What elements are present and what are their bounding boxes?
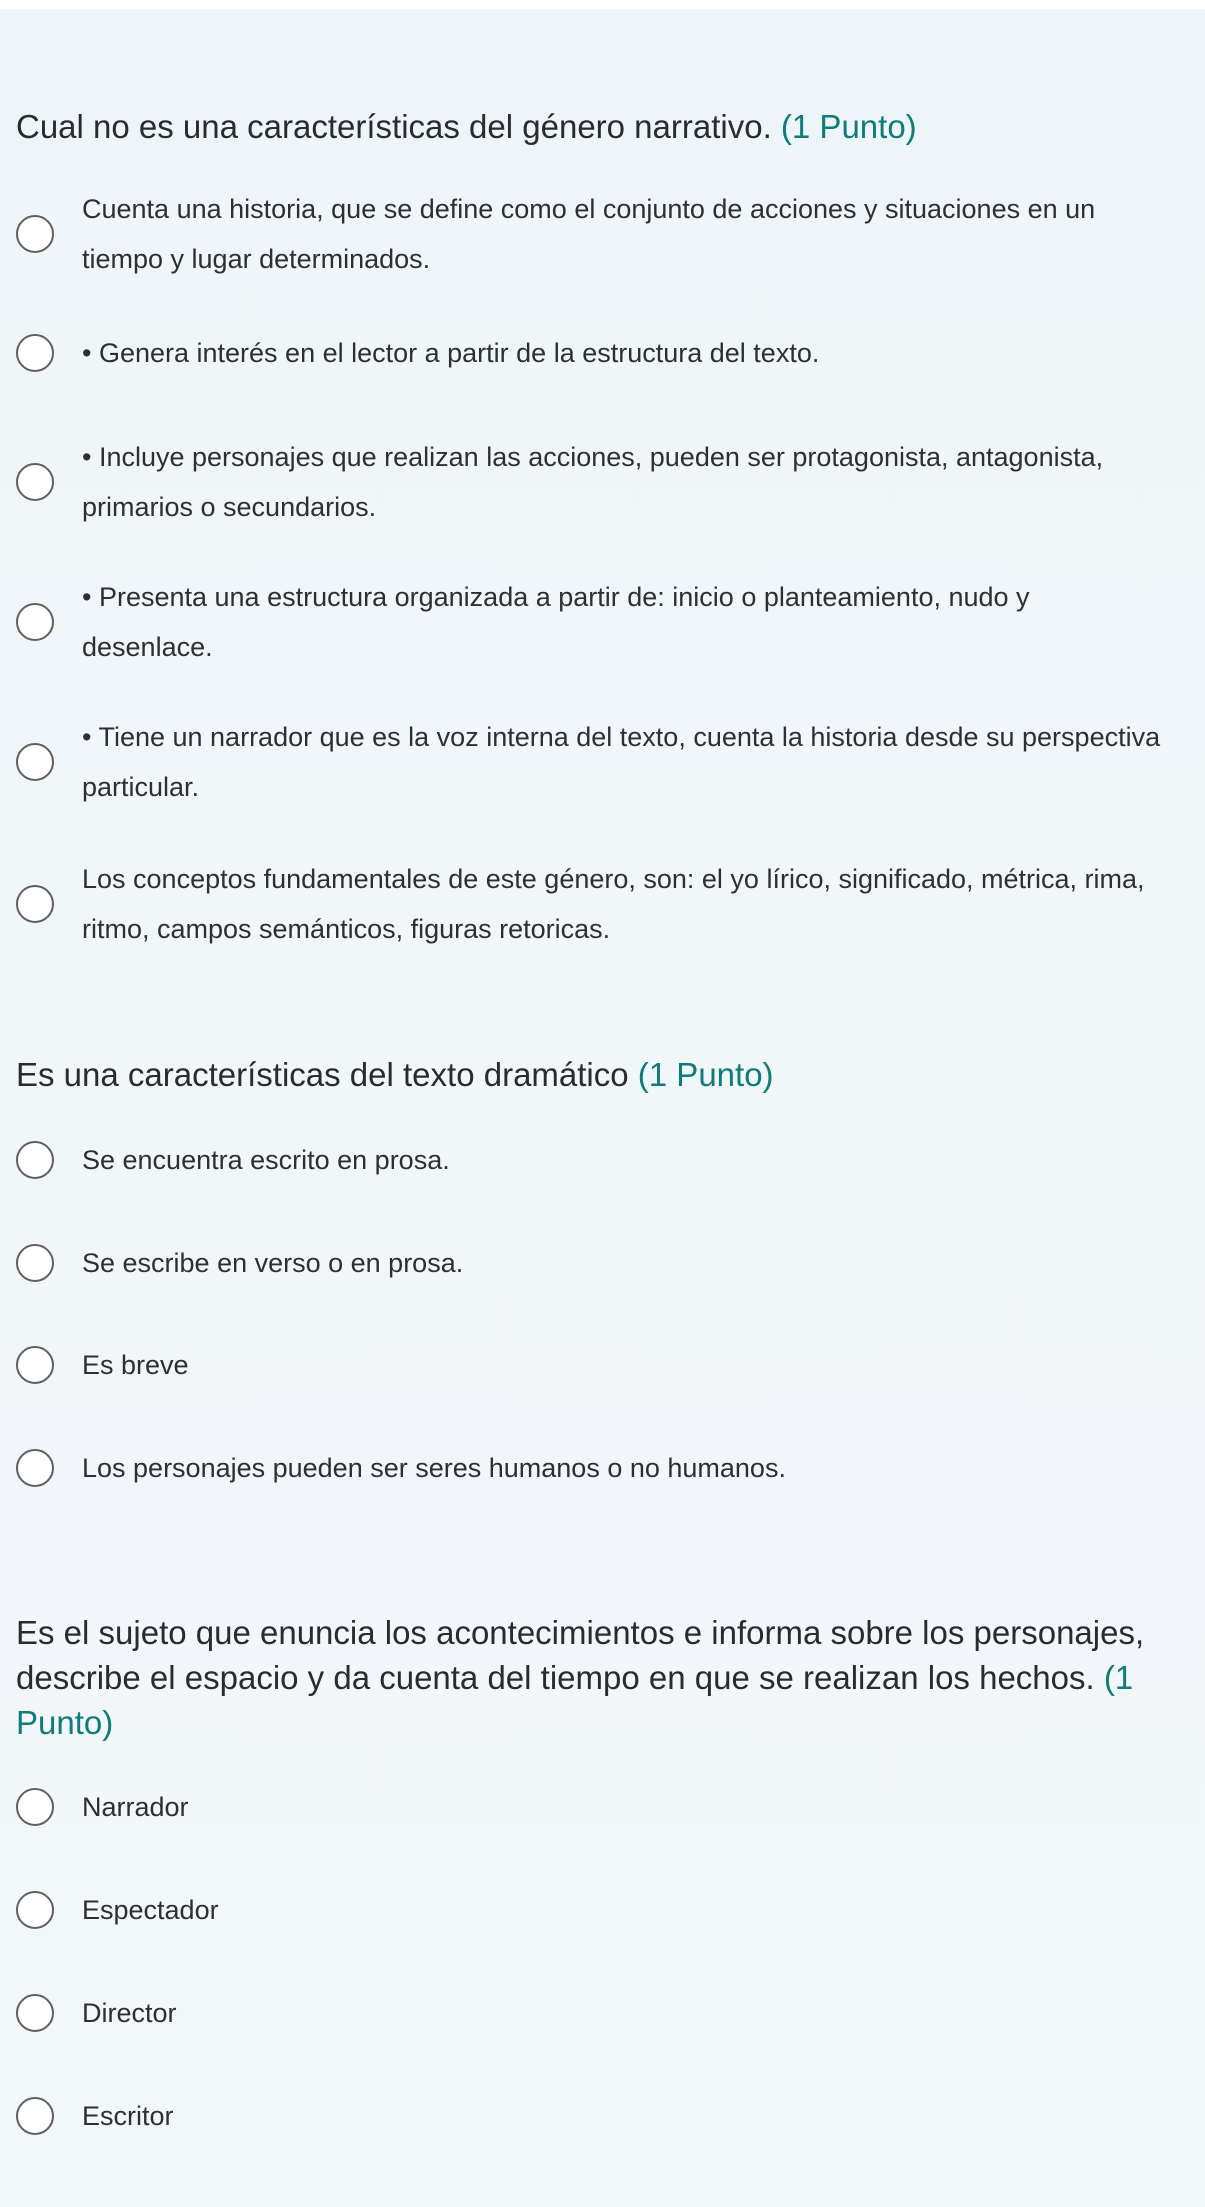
question-title-text: Es el sujeto que enuncia los acontecimientos e informa sobre los personajes, describe el espacio y da cuenta del tiempo en que se realizan los hechos. <box>16 1614 1145 1696</box>
question-2-option-4[interactable] <box>16 1443 1166 1493</box>
question-1-option-5[interactable] <box>16 712 1166 812</box>
radio-button[interactable] <box>16 215 54 253</box>
option-label: Espectador <box>82 1895 219 1925</box>
question-1-option-1[interactable] <box>16 184 1166 284</box>
radio-button[interactable] <box>16 1244 54 1282</box>
question-title-text: Cual no es una características del género narrativo. <box>16 108 772 145</box>
option-label: Cuenta una historia, que se define como el conjunto de acciones y situaciones en un tiempo y lugar determinados. <box>82 194 1096 274</box>
question-1-title <box>16 104 1166 149</box>
radio-button[interactable] <box>16 463 54 501</box>
option-label: • Genera interés en el lector a partir de la estructura del texto. <box>82 338 820 368</box>
option-label: Es breve <box>82 1350 189 1380</box>
radio-button[interactable] <box>16 1994 54 2032</box>
question-1-option-6[interactable] <box>16 854 1166 954</box>
radio-button[interactable] <box>16 334 54 372</box>
points-label: (1 Punto) <box>16 1659 1134 1741</box>
question-1-option-3[interactable] <box>16 432 1166 532</box>
question-1 <box>16 104 1166 944</box>
question-1-option-2[interactable] <box>16 328 1166 378</box>
points-label: (1 Punto) <box>780 108 917 145</box>
option-label: • Presenta una estructura organizada a partir de: inicio o planteamiento, nudo y desenlace. <box>82 582 1030 662</box>
option-label: Los personajes pueden ser seres humanos o no humanos. <box>82 1453 786 1483</box>
option-label: Escritor <box>82 2101 174 2131</box>
radio-button[interactable] <box>16 2097 54 2135</box>
question-3-option-4[interactable] <box>16 2091 1166 2141</box>
option-label: Se escribe en verso o en prosa. <box>82 1248 464 1278</box>
option-label: • Tiene un narrador que es la voz interna del texto, cuenta la historia desde su perspectiva particular. <box>82 722 1161 802</box>
question-3 <box>16 1610 1166 2131</box>
question-title-text: Es una características del texto dramático <box>16 1056 629 1093</box>
question-3-option-3[interactable] <box>16 1988 1166 2038</box>
option-label: Narrador <box>82 1792 189 1822</box>
radio-button[interactable] <box>16 1891 54 1929</box>
question-1-option-4[interactable] <box>16 572 1166 672</box>
option-label: Los conceptos fundamentales de este género, son: el yo lírico, significado, métrica, rima, ritmo, campos semánticos, figuras retoricas. <box>82 864 1145 944</box>
option-label: • Incluye personajes que realizan las acciones, pueden ser protagonista, antagonista, primarios o secundarios. <box>82 442 1104 522</box>
question-2 <box>16 1052 1166 1483</box>
question-2-title <box>16 1052 1166 1097</box>
option-label: Se encuentra escrito en prosa. <box>82 1145 450 1175</box>
question-3-option-2[interactable] <box>16 1885 1166 1935</box>
points-label: (1 Punto) <box>637 1056 774 1093</box>
top-strip <box>0 0 1205 9</box>
radio-button[interactable] <box>16 885 54 923</box>
radio-button[interactable] <box>16 1449 54 1487</box>
radio-button[interactable] <box>16 1141 54 1179</box>
radio-button[interactable] <box>16 603 54 641</box>
question-3-title <box>16 1610 1166 1745</box>
question-2-option-2[interactable] <box>16 1238 1166 1288</box>
question-2-option-1[interactable] <box>16 1135 1166 1185</box>
radio-button[interactable] <box>16 1788 54 1826</box>
question-2-option-3[interactable] <box>16 1340 1166 1390</box>
radio-button[interactable] <box>16 1346 54 1384</box>
radio-button[interactable] <box>16 743 54 781</box>
option-label: Director <box>82 1998 177 2028</box>
question-3-option-1[interactable] <box>16 1782 1166 1832</box>
